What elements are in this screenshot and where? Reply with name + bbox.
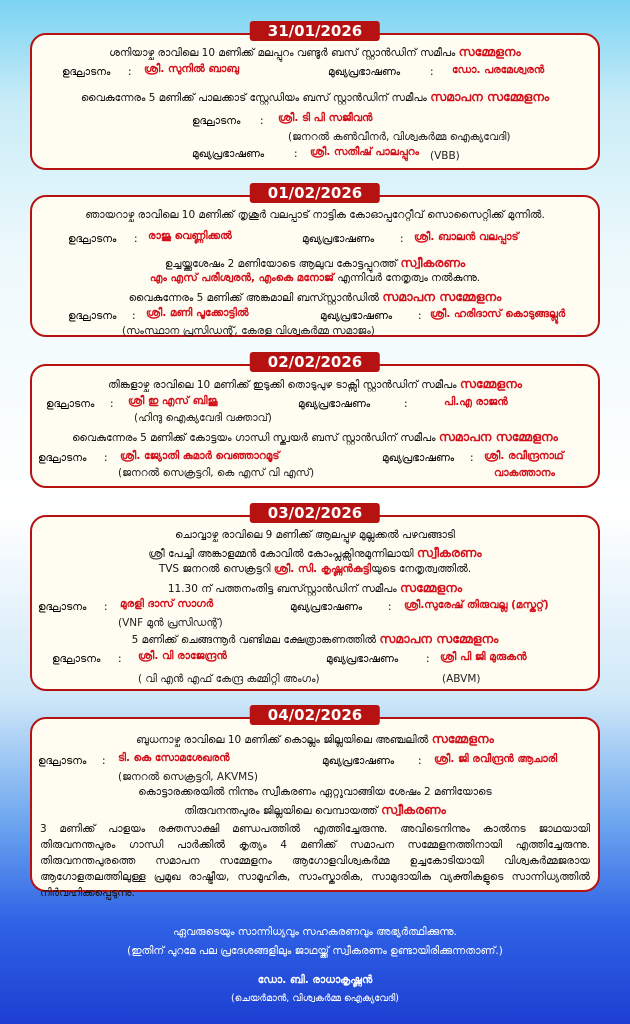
day-box: ശനിയാഴ്ച രാവിലെ 10 മണിക്ക് മലപ്പുറം വണ്ടൂർ ബസ് സ്റ്റാൻഡിന് സമീപം സമ്മേളനം ഉദ്ഘാടനം : ശ്രീ. സുനിൽ ബാബു മുഖ്യപ്രഭാഷണം : ഡോ. പരമേശ്വരൻ വൈകുന്നേരം 5 മണിക്ക് പാലക്കാട് സ്റ്റേഡിയം ബസ് സ്റ്റാൻഡിന് സമീപം സമാപന സമ്മേളനം ഉദ്ഘാടനം : ശ്രീ. ടി പി സജീവൻ (ജനറൽ കൺവീനർ, വിശ്വകർമ്മ ഐക്യവേദി) മുഖ്യപ്രഭാഷണം : ശ്രീ. സതീഷ് പാലപ്പുറം (VBB): [30, 33, 600, 170]
inaug-name: ടി. കെ സോമശേഖരൻ: [118, 752, 230, 764]
reception-line: തിരുവനന്തപുരം ജില്ലയിലെ വെമ്പായത്ത് സ്വീകരണം: [184, 802, 446, 817]
speech2-note: (VBB): [430, 150, 460, 162]
morning-line: ഞായറാഴ്ച രാവിലെ 10 മണിക്ക് തൃശൂർ വലപ്പാട് നാട്ടിക കോഓപ്പറേറ്റീവ് സൊസൈറ്റിക്ക് മുന്നിൽ.: [85, 209, 545, 221]
day-box: ബുധനാഴ്ച രാവിലെ 10 മണിക്ക് കൊല്ലം ജില്ലയിലെ അഞ്ചലിൽ സമ്മേളനം ഉദ്ഘാടനം : ടി. കെ സോമശേഖരൻ (ജനറൽ സെക്രട്ടറി, AKVMS) മുഖ്യപ്രഭാഷണം : ശ്രീ. ജി രവീന്ദ്രൻ ആചാരി കൊട്ടാരക്കരയിൽ നിന്നും സ്വീകരണം ഏറ്റുവാങ്ങിയ ശേഷം 2 മണിയോടെ തിരുവനന്തപുരം ജില്ലയിലെ വെമ്പായത്ത് സ്വീകരണം 3 മണിക്ക് പാളയം രക്തസാക്ഷി മണ്ഡപത്തിൽ എത്തിച്ചേരുന്നു. അവിടെനിന്നും കാൽനട ജാഥയായി തിരുവനന്തപുരം ഗാന്ധി പാർക്കിൽ കൃത്യം 4 മണിക്ക് സമാപന സമ്മേളനത്തിനായി എത്തിച്ചേരുന്നു. തിരുവനന്തപുരത്തെ സമാപന സമ്മേളനം ആഗോളവിശ്വകർമ്മ ഉച്ചകോടിയായി വിശ്വകർമ്മജരായ ആഗോളതലത്തിലുള്ള പ്രമുഖ രാഷ്ട്രീയ, സാമൂഹിക, സാംസ്കാരിക, സാമുദായിക വ്യക്തികളുടെ സാന്നിധ്യത്തിൽ നിർവഹിക്കപ്പെടുന്നു.: [30, 717, 600, 892]
inaug2-name: ശ്രീ. ടി പി സജീവൻ: [278, 112, 373, 124]
inaug-note: (ഹിന്ദു ഐക്യവേദി വക്താവ്): [134, 412, 272, 424]
day-box: ഞായറാഴ്ച രാവിലെ 10 മണിക്ക് തൃശൂർ വലപ്പാട് നാട്ടിക കോഓപ്പറേറ്റീവ് സൊസൈറ്റിക്ക് മുന്നിൽ. ഉദ്ഘാടനം : രാജു വെണ്ണിക്കൽ മുഖ്യപ്രഭാഷണം : ശ്രീ. ബാലൻ വലപ്പാട് ഉച്ചയ്ക്കുശേഷം 2 മണിയോടെ ആലുവ കോട്ടപ്പുറത്ത് സ്വീകരണം എം എസ് പരീശ്വരൻ, എംകെ മനോജ് എന്നിവർ നേതൃത്വം നൽകുന്നു. വൈകുന്നേരം 5 മണിക്ക് അങ്കമാലി ബസ്സ്റ്റാൻഡിൽ സമാപന സമ്മേളനം ഉദ്ഘാടനം : ശ്രീ. മണി പൂക്കോട്ടിൽ (സംസ്ഥാന പ്രസിഡന്റ്, കേരള വിശ്വകർമ്മ സമാജം) മുഖ്യപ്രഭാഷണം : ശ്രീ. ഹരിദാസ് കൊടുങ്ങല്ലൂർ: [30, 195, 600, 337]
day-card-4: [30, 504, 600, 691]
inaug-note: (ജനറൽ സെക്രട്ടറി, AKVMS): [118, 771, 258, 783]
evening-line: വൈകുന്നേരം 5 മണിക്ക് പാലക്കാട് സ്റ്റേഡിയം ബസ് സ്റ്റാൻഡിന് സമീപം സമാപന സമ്മേളനം: [80, 89, 550, 104]
morning-line: ശനിയാഴ്ച രാവിലെ 10 മണിക്ക് മലപ്പുറം വണ്ടൂർ ബസ് സ്റ്റാൻഡിന് സമീപം സമ്മേളനം: [109, 44, 521, 59]
inaug-name: മുരളി ദാസ് സാഗർ: [120, 598, 214, 610]
morning-line: തിങ്കളാഴ്ച രാവിലെ 10 മണിക്ക് ഇടുക്കി തൊടുപുഴ ടാക്സി സ്റ്റാൻഡിന് സമീപം സമ്മേളനം: [107, 376, 523, 391]
date-badge: 03/02/2026: [250, 503, 380, 523]
inaug-name: ശ്രീ ഇ എസ് ബിജു: [128, 395, 218, 407]
speech-label: മുഖ്യപ്രഭാഷണം: [328, 66, 401, 78]
inaug-label: ഉദ്ഘാടനം: [62, 66, 111, 78]
inaug2-name: ശ്രീ. മണി പൂക്കോട്ടിൽ: [146, 307, 249, 319]
evening-line: വൈകുന്നേരം 5 മണിക്ക് അങ്കമാലി ബസ്സ്റ്റാൻഡിൽ സമാപന സമ്മേളനം: [128, 289, 502, 304]
speech2-line2: വാകത്താനം: [494, 467, 555, 479]
evening-line: വൈകുന്നേരം 5 മണിക്ക് കോട്ടയം ഗാന്ധി സ്ക്വയർ ബസ് സ്റ്റാൻഡിന് സമീപം സമാപന സമ്മേളനം: [72, 429, 558, 444]
day-card-2: [30, 184, 600, 337]
date-badge: 01/02/2026: [250, 183, 380, 203]
signatory-name: ഡോ. ബി. രാധാകൃഷ്ണൻ: [257, 974, 373, 986]
inaug2-name: ശ്രീ. വി രാജേന്ദ്രൻ: [138, 650, 227, 662]
morning-line: ചൊവ്വാഴ്ച രാവിലെ 9 മണിക്ക് ആലപ്പുഴ മുല്ലക്കൽ പഴവങ്ങാടി: [175, 529, 455, 541]
closing-paragraph: 3 മണിക്ക് പാളയം രക്തസാക്ഷി മണ്ഡപത്തിൽ എത്തിച്ചേരുന്നു. അവിടെനിന്നും കാൽനട ജാഥയായി തിരുവനന്തപുരം ഗാന്ധി പാർക്കിൽ കൃത്യം 4 മണിക്ക് സമാപന സമ്മേളനത്തിനായി എത്തിച്ചേരുന്നു. തിരുവനന്തപുരത്തെ സമാപന സമ്മേളനം ആഗോളവിശ്വകർമ്മ ഉച്ചകോടിയായി വിശ്വകർമ്മജരായ ആഗോളതലത്തിലുള്ള പ്രമുഖ രാഷ്ട്രീയ, സാമൂഹിക, സാംസ്കാരിക, സാമുദായിക വ്യക്തികളുടെ സാന്നിധ്യത്തിൽ നിർവഹിക്കപ്പെടുന്നു.: [40, 823, 590, 899]
date-badge: 02/02/2026: [250, 352, 380, 372]
morning-line: ബുധനാഴ്ച രാവിലെ 10 മണിക്ക് കൊല്ലം ജില്ലയിലെ അഞ്ചലിൽ സമ്മേളനം: [136, 731, 494, 746]
speech-name: ഡോ. പരമേശ്വരൻ: [452, 64, 545, 76]
inaug2-note: (ജനറൽ കൺവീനർ, വിശ്വകർമ്മ ഐക്യവേദി): [288, 131, 511, 143]
speech-name: ശ്രീ.സുരേഷ് തിരുവല്ല (മസ്കറ്റ്): [404, 599, 549, 611]
day-card-5: [30, 706, 600, 899]
speech2-line1: ശ്രീ. രവീന്ദ്രനാഥ്: [484, 450, 564, 462]
speech-name: ശ്രീ. ബാലൻ വലപ്പാട്: [414, 231, 519, 243]
leaders-line: എം എസ് പരീശ്വരൻ, എംകെ മനോജ് എന്നിവർ നേതൃത്വം നൽകുന്നു.: [149, 272, 481, 284]
date-badge: 04/02/2026: [250, 705, 380, 725]
afternoon-line: ഉച്ചയ്ക്കുശേഷം 2 മണിയോടെ ആലുവ കോട്ടപ്പുറത്ത് സ്വീകരണം: [164, 255, 466, 270]
inaug2-note: (സംസ്ഥാന പ്രസിഡന്റ്, കേരള വിശ്വകർമ്മ സമാജം): [122, 325, 375, 337]
afternoon-line: കൊട്ടാരക്കരയിൽ നിന്നും സ്വീകരണം ഏറ്റുവാങ്ങിയ ശേഷം 2 മണിയോടെ: [138, 786, 492, 798]
day-card-3: [30, 353, 600, 488]
note-line: (ഇതിന് പുറമേ പല പ്രദേശങ്ങളിലും ജാഥയ്ക്ക് സ്വീകരണം ഉണ്ടായിരിക്കുന്നതാണ്.): [127, 945, 503, 957]
day-box: ചൊവ്വാഴ്ച രാവിലെ 9 മണിക്ക് ആലപ്പുഴ മുല്ലക്കൽ പഴവങ്ങാടി ശ്രീ പേച്ചി അങ്കാളമ്മൻ കോവിൽ കോംപ്ലക്സിനുമുന്നിലായി സ്വീകരണം TVS ജനറൽ സെക്രട്ടറി ശ്രീ. സി. കൃഷ്ണൻകുട്ടിയുടെ നേതൃത്വത്തിൽ. 11.30 ന് പത്തനംതിട്ട ബസ്സ്റ്റാൻഡിന് സമീപം സമ്മേളനം ഉദ്ഘാടനം : മുരളി ദാസ് സാഗർ (VNF മുൻ പ്രസിഡന്റ്) മുഖ്യപ്രഭാഷണം : ശ്രീ.സുരേഷ് തിരുവല്ല (മസ്കറ്റ്) 5 മണിക്ക് ചെങ്ങന്നൂർ വണ്ടിമല ക്ഷേത്രാങ്കണത്തിൽ സമാപന സമ്മേളനം ഉദ്ഘാടനം : ശ്രീ. വി രാജേന്ദ്രൻ ( വി എൻ എഫ് കേന്ദ്ര കമ്മിറ്റി അംഗം) മുഖ്യപ്രഭാഷണം : ശ്രീ പി ജി മുരുകൻ (ABVM): [30, 515, 600, 691]
speech2-name: ശ്രീ പി ജി മുരുകൻ: [440, 651, 527, 663]
speech2-name: ശ്രീ. ഹരിദാസ് കൊടുങ്ങല്ലൂർ: [430, 308, 566, 320]
speech-name: ശ്രീ. ജി രവീന്ദ്രൻ ആചാരി: [434, 753, 558, 765]
venue-line: ശ്രീ പേച്ചി അങ്കാളമ്മൻ കോവിൽ കോംപ്ലക്സിനുമുന്നിലായി സ്വീകരണം: [148, 545, 482, 560]
inaug2-note: (ജനറൽ സെക്രട്ടറി, കെ എസ് വി എസ്): [118, 467, 315, 479]
appeal-line: ഏവരുടെയും സാന്നിധ്യവും സഹകരണവും അഭ്യർത്ഥിക്കുന്നു.: [173, 926, 457, 938]
inaug-name: ശ്രീ. സുനിൽ ബാബു: [144, 63, 239, 75]
noon-line: 11.30 ന് പത്തനംതിട്ട ബസ്സ്റ്റാൻഡിന് സമീപം സമ്മേളനം: [167, 580, 463, 595]
inaug-note: (VNF മുൻ പ്രസിഡന്റ്): [118, 617, 223, 629]
inaug-name: രാജു വെണ്ണിക്കൽ: [148, 230, 232, 242]
speech2-name: ശ്രീ. സതീഷ് പാലപ്പുറം: [310, 146, 420, 158]
speech2-note: (ABVM): [442, 673, 481, 685]
leader-line: TVS ജനറൽ സെക്രട്ടറി ശ്രീ. സി. കൃഷ്ണൻകുട്ടിയുടെ നേതൃത്വത്തിൽ.: [158, 563, 472, 575]
day-card-1: [30, 22, 600, 170]
speech-name: പി.എ രാജൻ: [444, 396, 508, 408]
inaug2-note: ( വി എൻ എഫ് കേന്ദ്ര കമ്മിറ്റി അംഗം): [138, 673, 320, 685]
evening-line: 5 മണിക്ക് ചെങ്ങന്നൂർ വണ്ടിമല ക്ഷേത്രാങ്കണത്തിൽ സമാപന സമ്മേളനം: [131, 631, 499, 646]
day-box: തിങ്കളാഴ്ച രാവിലെ 10 മണിക്ക് ഇടുക്കി തൊടുപുഴ ടാക്സി സ്റ്റാൻഡിന് സമീപം സമ്മേളനം ഉദ്ഘാടനം : ശ്രീ ഇ എസ് ബിജു (ഹിന്ദു ഐക്യവേദി വക്താവ്) മുഖ്യപ്രഭാഷണം : പി.എ രാജൻ വൈകുന്നേരം 5 മണിക്ക് കോട്ടയം ഗാന്ധി സ്ക്വയർ ബസ് സ്റ്റാൻഡിന് സമീപം സമാപന സമ്മേളനം ഉദ്ഘാടനം : ശ്രീ. ജ്യോതി കുമാർ വെഞ്ഞാറമൂട് (ജനറൽ സെക്രട്ടറി, കെ എസ് വി എസ്) മുഖ്യപ്രഭാഷണം : ശ്രീ. രവീന്ദ്രനാഥ് വാകത്താനം: [30, 364, 600, 488]
signatory-title: (ചെയർമാൻ, വിശ്വകർമ്മ ഐക്യവേദി): [231, 993, 399, 1004]
inaug2-name: ശ്രീ. ജ്യോതി കുമാർ വെഞ്ഞാറമൂട്: [120, 450, 280, 462]
date-badge: 31/01/2026: [250, 21, 380, 41]
